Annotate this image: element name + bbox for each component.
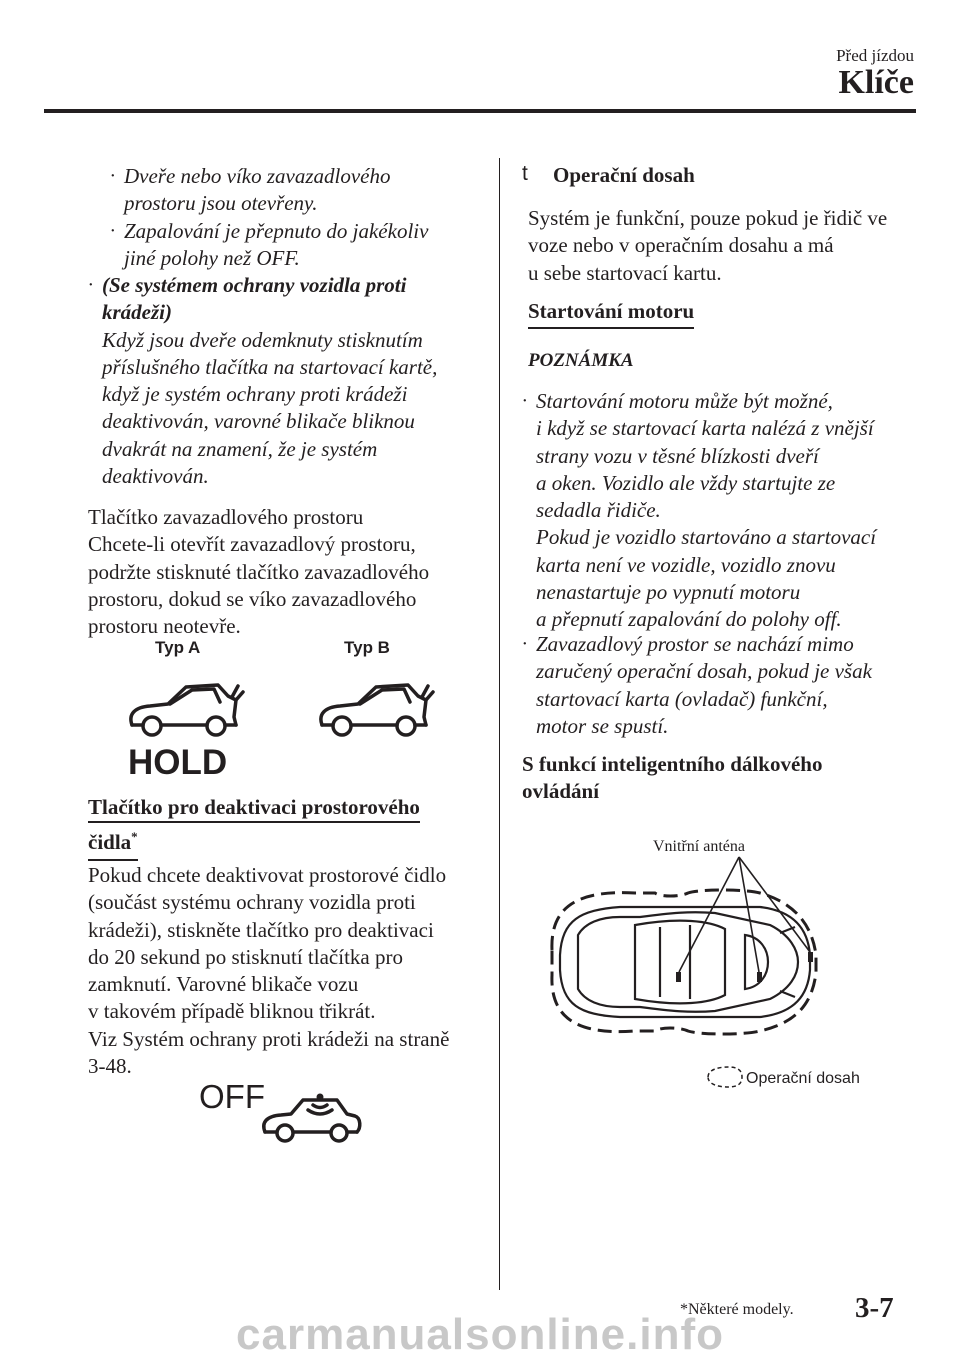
deactivation-heading-text: čidla — [88, 830, 132, 855]
deactivation-line: Pokud chcete deaktivovat prostorové čidlo — [88, 863, 447, 887]
note-line: sedadla řidiče. — [536, 498, 661, 523]
sub-bullet-line: prostoru jsou otevřeny. — [124, 191, 318, 216]
note-line: Pokud je vozidlo startováno a startovací — [536, 525, 877, 550]
security-bullet-line: dvakrát na znamení, že je systém — [102, 436, 378, 461]
trunk-open-car-icon — [321, 685, 433, 735]
trunk-line: podržte stisknuté tlačítko zavazadlového — [88, 559, 430, 584]
range-line: u sebe startovací kartu. — [528, 260, 722, 285]
security-bullet-line: Když jsou dveře odemknuty stisknutím — [102, 327, 423, 352]
note-line: a přepnutí zapalování do polohy off. — [536, 607, 842, 632]
section-marker-icon: t — [522, 162, 528, 185]
trunk-paragraph — [88, 504, 488, 640]
page-number: 3-7 — [855, 1292, 894, 1324]
figure-type-b-label: Typ B — [344, 638, 390, 657]
hold-label: HOLD — [128, 743, 228, 782]
sensor-dot-icon — [317, 1094, 324, 1101]
antenna-label: Vnitřní anténa — [653, 838, 745, 855]
security-bullet-line: příslušného tlačítka na startovací kartě, — [102, 354, 438, 379]
note-line: strany vozu v těsné blízkosti dveří — [536, 443, 819, 468]
deactivation-line: 3-48. — [88, 1054, 132, 1079]
engine-start-heading — [528, 298, 694, 329]
note-line: a oken. Vozidlo ale vždy startujte ze — [536, 470, 836, 495]
sub-bullet-item — [110, 163, 428, 218]
antenna-marker — [676, 972, 681, 982]
deactivation-line: v takovém případě bliknou třikrát. — [88, 999, 376, 1024]
deactivation-heading-line: Tlačítko pro deaktivaci prostorového — [88, 794, 420, 823]
deactivation-line: krádeži), stiskněte tlačítko pro deaktivaci — [88, 917, 434, 942]
sensor-car-icon — [264, 1100, 360, 1141]
note-bullet — [522, 631, 932, 740]
note-line: Zavazadlový prostor se nachází mimo — [536, 632, 854, 656]
engine-start-heading-text: Startování motoru — [528, 298, 694, 329]
note-line: nenastartuje po vypnutí motoru — [536, 580, 801, 605]
security-bullet-line: deaktivován. — [102, 464, 209, 489]
range-heading: Operační dosah — [553, 163, 695, 187]
header-rule — [44, 109, 916, 113]
sub-bullet-line: jiné polohy než OFF. — [124, 245, 300, 270]
deactivation-paragraph — [88, 862, 498, 1080]
smart-remote-heading — [522, 751, 942, 806]
note-line: startovací karta (ovladač) funkční, — [536, 686, 828, 711]
footnote: *Některé modely. — [680, 1301, 794, 1318]
note-line: Startování motoru může být možné, — [536, 389, 833, 413]
deactivation-line: Viz Systém ochrany proti krádeži na straně — [88, 1026, 450, 1051]
deactivation-line: zamknutí. Varovné blikače vozu — [88, 972, 359, 997]
note-line: motor se spustí. — [536, 713, 669, 738]
bullet-dot-icon: · — [522, 633, 527, 655]
trunk-line: Tlačítko zavazadlového prostoru — [88, 505, 364, 529]
sub-bullet-line: Zapalování je přepnuto do jakékoliv — [124, 218, 429, 243]
trunk-line: prostoru neotevře. — [88, 614, 241, 639]
range-legend-swatch-icon — [708, 1067, 742, 1087]
intrusion-sensor-off-figure — [195, 1072, 375, 1152]
bullet-dot-icon: · — [88, 274, 93, 296]
range-line: Systém je funkční, pouze pokud je řidič ve — [528, 206, 888, 230]
header-section: Před jízdou — [836, 46, 914, 65]
off-label: OFF — [199, 1078, 265, 1115]
sub-bullet-list — [110, 163, 428, 272]
antenna-marker — [808, 952, 813, 962]
sub-bullet-line: Dveře nebo víko zavazadlového — [124, 164, 391, 188]
operating-range-figure — [540, 855, 860, 1105]
security-bullet-line: když je systém ochrany proti krádeži — [102, 382, 408, 407]
note-line: karta není ve vozidle, vozidlo znovu — [536, 552, 836, 577]
antenna-marker — [757, 972, 762, 982]
deactivation-line: do 20 sekund po stisknutí tlačítka pro — [88, 944, 403, 969]
header-title: Klíče — [838, 64, 914, 101]
trunk-button-figure — [110, 670, 450, 785]
note-line: zaručený operační dosah, pokud je však — [536, 659, 872, 684]
range-paragraph — [528, 205, 928, 287]
deactivation-heading-line — [88, 823, 138, 860]
security-bullet-heading: (Se systémem ochrany vozidla proti — [102, 273, 407, 297]
column-divider — [499, 158, 500, 1290]
figure-type-a-label: Typ A — [155, 638, 201, 657]
deactivation-line: (součást systému ochrany vozidla proti — [88, 890, 416, 915]
security-bullet-line: deaktivován, varovné blikače bliknou — [102, 409, 415, 434]
sub-bullet-item — [110, 218, 428, 273]
note-line: i když se startovací karta nalézá z vnější — [536, 416, 874, 441]
bullet-dot-icon: · — [110, 165, 115, 187]
range-line: voze nebo v operačním dosahu a má — [528, 233, 834, 258]
bullet-dot-icon: · — [522, 390, 527, 412]
security-bullet — [88, 272, 488, 490]
trunk-line: Chcete-li otevřít zavazadlový prostoru, — [88, 532, 416, 557]
range-label: Operační dosah — [746, 1070, 860, 1087]
watermark: carmanualsonline.info — [236, 1310, 724, 1359]
security-bullet-heading: krádeži) — [102, 300, 172, 325]
smart-remote-heading-line: S funkcí inteligentního dálkového — [522, 752, 823, 776]
bullet-dot-icon: · — [110, 219, 115, 242]
trunk-line: prostoru, dokud se víko zavazadlového — [88, 586, 417, 611]
deactivation-heading — [88, 794, 498, 861]
note-bullet — [522, 388, 932, 634]
footnote-mark: * — [131, 829, 138, 845]
trunk-open-car-icon — [131, 685, 243, 735]
smart-remote-heading-line: ovládání — [522, 779, 600, 804]
note-label: POZNÁMKA — [528, 350, 634, 371]
